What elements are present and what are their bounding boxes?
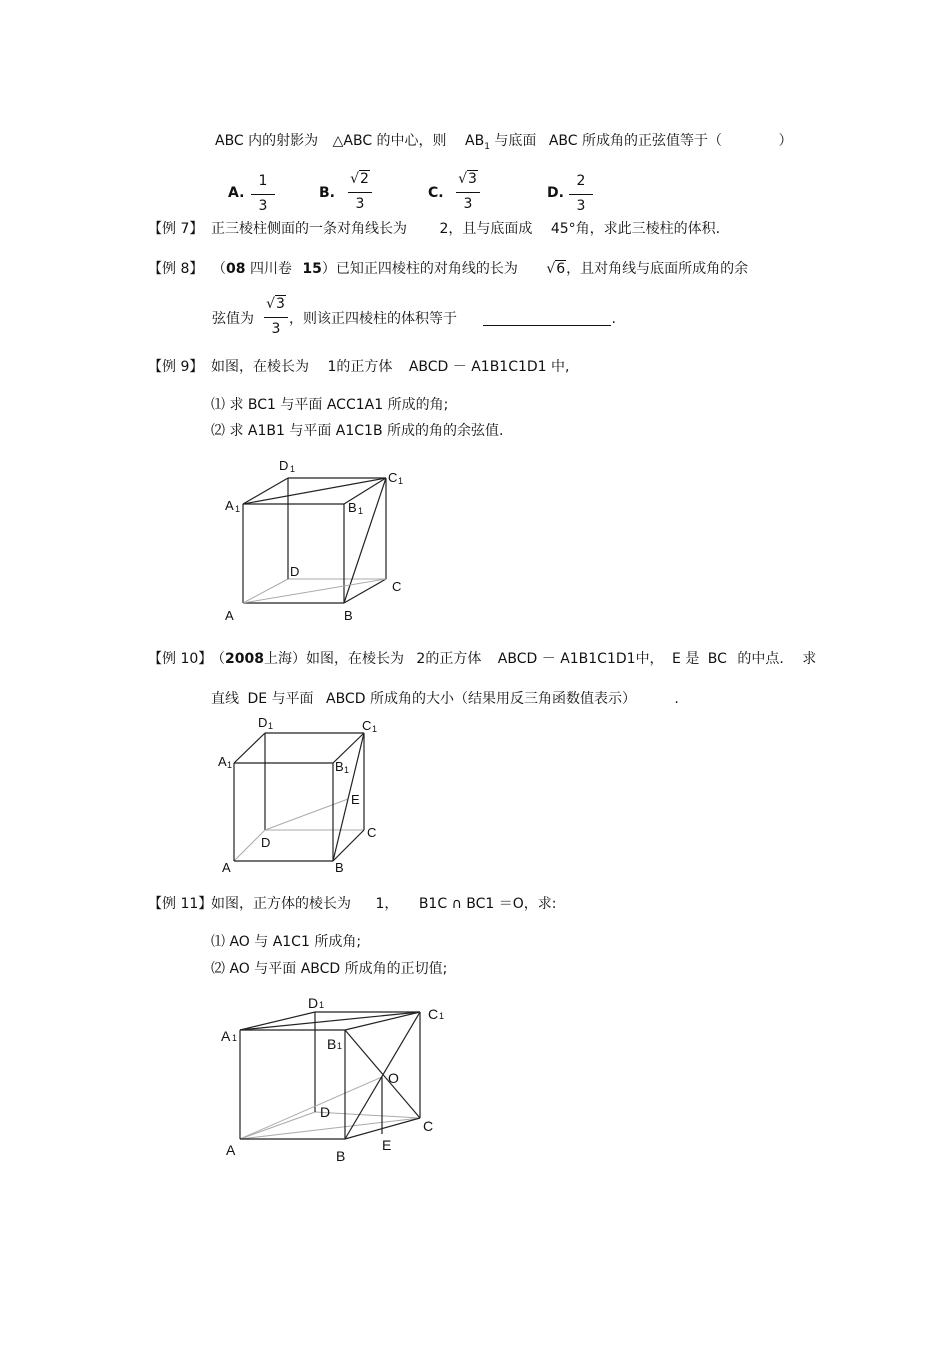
option-b-label: B.: [319, 185, 335, 201]
sqrt-icon: √3: [266, 296, 285, 312]
ex10-edge: 2: [416, 651, 426, 667]
ex11-text: 如图，正方体的棱长为: [211, 896, 351, 912]
ex9-label-a: A: [225, 608, 234, 623]
ex9-label-c: C: [392, 579, 402, 594]
ex8-period: .: [611, 311, 616, 327]
ex10-tag: 【例 10】: [148, 651, 213, 667]
ex10-label-a1: A: [218, 754, 227, 769]
ex7-text-b: 角，求此三棱柱的体积.: [575, 221, 721, 237]
ex10-de: DE: [247, 691, 268, 707]
ex8-sqrt-val: 6: [556, 261, 566, 277]
ex8-text-line2-b: ，则该正四棱柱的体积等于: [289, 311, 457, 327]
ex8-src-open: （: [212, 261, 226, 277]
svg-text:1: 1: [358, 506, 364, 516]
ex8-tag: 【例 8】: [148, 261, 204, 277]
ex9-part1: ⑴ 求 BC1 与平面 ACC1A1 所成的角;: [211, 397, 449, 413]
ex9-text: 如图，在棱长为: [211, 359, 309, 375]
ex7-text-a: 正三棱柱侧面的一条对角线长为: [211, 221, 407, 237]
ex10-label-b: B: [335, 860, 344, 875]
line-ac: [240, 1118, 420, 1139]
ex10-label-b1: B: [335, 759, 344, 774]
line-ao: [240, 1077, 382, 1139]
ex10-bc: BC: [707, 651, 727, 667]
ex10-period: .: [674, 691, 679, 707]
ex10-src: （: [211, 651, 225, 667]
ex7-angle: 45°: [550, 221, 576, 237]
ex9-text-b: 的正方体: [336, 359, 393, 375]
sqrt-icon: √3: [458, 171, 477, 187]
ex10-line2-c: 所成角的大小（结果用反三角函数值表示）: [369, 691, 636, 707]
ex11-label-a: A: [226, 1142, 236, 1158]
ex10-year: 2008: [225, 651, 264, 667]
ex10-label-e: E: [351, 792, 360, 807]
ex11-label-b1: B: [327, 1036, 337, 1052]
ex8-frac-num: 3: [276, 296, 285, 312]
ex9-label-d: D: [290, 564, 300, 579]
ex10-label-c1: C: [362, 718, 372, 733]
option-a-num: 1: [258, 173, 268, 189]
ex10-text-f: 求: [802, 651, 817, 667]
q6-text-a: ABC 内的射影为: [215, 133, 319, 149]
option-c-den: 3: [463, 196, 473, 212]
ex10-text-e: 的中点.: [737, 651, 784, 667]
svg-text:1: 1: [268, 721, 274, 731]
ex8-text-a: ）已知正四棱柱的对角线的长为: [321, 261, 518, 277]
ex8-frac-den: 3: [271, 321, 281, 337]
ex11-label-d: D: [320, 1104, 331, 1120]
ex10-line2-b: 与平面: [271, 691, 314, 707]
ex10-text-c: 中，: [635, 651, 664, 667]
q6-text-b: △ABC 的中心，则: [332, 133, 447, 149]
ex9-label-b1: B: [348, 500, 357, 515]
ex11-part2: ⑵ AO 与平面 ABCD 所成角的正切值;: [211, 961, 448, 977]
ex7-val: 2，且与底面成: [439, 221, 533, 237]
ex8-src-num: 15: [302, 261, 322, 277]
svg-text:1: 1: [439, 1011, 445, 1021]
option-a-label: A.: [228, 185, 245, 201]
ex9-cube: ABCD － A1B1C1D1: [408, 359, 547, 375]
ex11-cond: B1C ∩ BC1 ＝O，求:: [418, 896, 557, 912]
ex9-edge: 1: [327, 359, 337, 375]
sqrt-icon: √2: [350, 171, 369, 187]
ex9-label-b: B: [344, 608, 353, 623]
option-c-label: C.: [428, 185, 444, 201]
ex11-label-b: B: [336, 1148, 346, 1164]
svg-text:1: 1: [227, 760, 233, 770]
option-c-num: 3: [468, 171, 477, 187]
ex11-label-e: E: [382, 1137, 392, 1153]
option-d-num: 2: [576, 173, 586, 189]
ex11-label-o: O: [388, 1070, 399, 1086]
svg-text:1: 1: [290, 464, 296, 474]
ex10-label-a: A: [222, 860, 231, 875]
ex10-text-b: 的正方体: [425, 651, 482, 667]
q6-text-f: ）: [778, 133, 793, 149]
ex7-tag: 【例 7】: [148, 221, 204, 237]
ex9-part2: ⑵ 求 A1B1 与平面 A1C1B 所成的角的余弦值.: [211, 423, 504, 439]
ex10-line2-a: 直线: [211, 691, 239, 707]
ex11-label-d1: D: [308, 995, 319, 1011]
q6-ab: AB: [465, 133, 485, 149]
ex10-e: E: [672, 651, 681, 667]
ex10-src-b: 上海）如图，在棱长为: [263, 651, 404, 667]
ex8-text-b: ，且对角线与底面所成角的余: [566, 261, 749, 277]
svg-text:1: 1: [344, 765, 350, 775]
ex9-label-a1: A: [225, 498, 234, 513]
ex9-text-c: 中,: [551, 359, 570, 375]
ex10-label-d1: D: [258, 715, 268, 730]
q6-text-e: ABC 所成角的正弦值等于（: [548, 133, 723, 149]
svg-text:1: 1: [398, 476, 404, 486]
option-d-den: 3: [576, 198, 586, 214]
ex8-year: 08: [226, 261, 246, 277]
svg-text:1: 1: [337, 1041, 343, 1051]
svg-text:1: 1: [319, 1000, 325, 1010]
q6-text-d: 与底面: [494, 133, 537, 149]
option-b-num: 2: [360, 171, 369, 187]
ex10-text-d: 是: [685, 651, 700, 667]
ex10-cube: ABCD － A1B1C1D1: [497, 651, 636, 667]
ex11-edge: 1，: [375, 896, 399, 912]
option-b-den: 3: [355, 196, 365, 212]
ex11-label-c: C: [423, 1118, 434, 1134]
ex10-label-d: D: [261, 835, 271, 850]
svg-text:1: 1: [232, 1033, 238, 1043]
ex8-src-name: 四川卷: [249, 261, 292, 277]
ex9-tag: 【例 9】: [148, 359, 204, 375]
ex11-tag: 【例 11】: [148, 896, 213, 912]
ex11-label-a1: A: [221, 1028, 231, 1044]
ex10-abcd: ABCD: [326, 691, 366, 707]
ex11-part1: ⑴ AO 与 A1C1 所成角;: [211, 934, 362, 950]
ex10-label-c: C: [367, 825, 377, 840]
svg-text:1: 1: [372, 724, 378, 734]
svg-text:1: 1: [235, 504, 241, 514]
ex11-label-c1: C: [428, 1006, 439, 1022]
diag-a1c1: [240, 1012, 420, 1030]
option-d-label: D.: [547, 185, 564, 201]
q6-ab-sub: 1: [484, 141, 490, 152]
option-a-den: 3: [258, 198, 268, 214]
ex9-label-c1: C: [388, 470, 398, 485]
ex9-label-d1: D: [279, 458, 289, 473]
ex8-line2-a: 弦值为: [212, 311, 254, 327]
sqrt-icon: √6: [546, 261, 566, 277]
